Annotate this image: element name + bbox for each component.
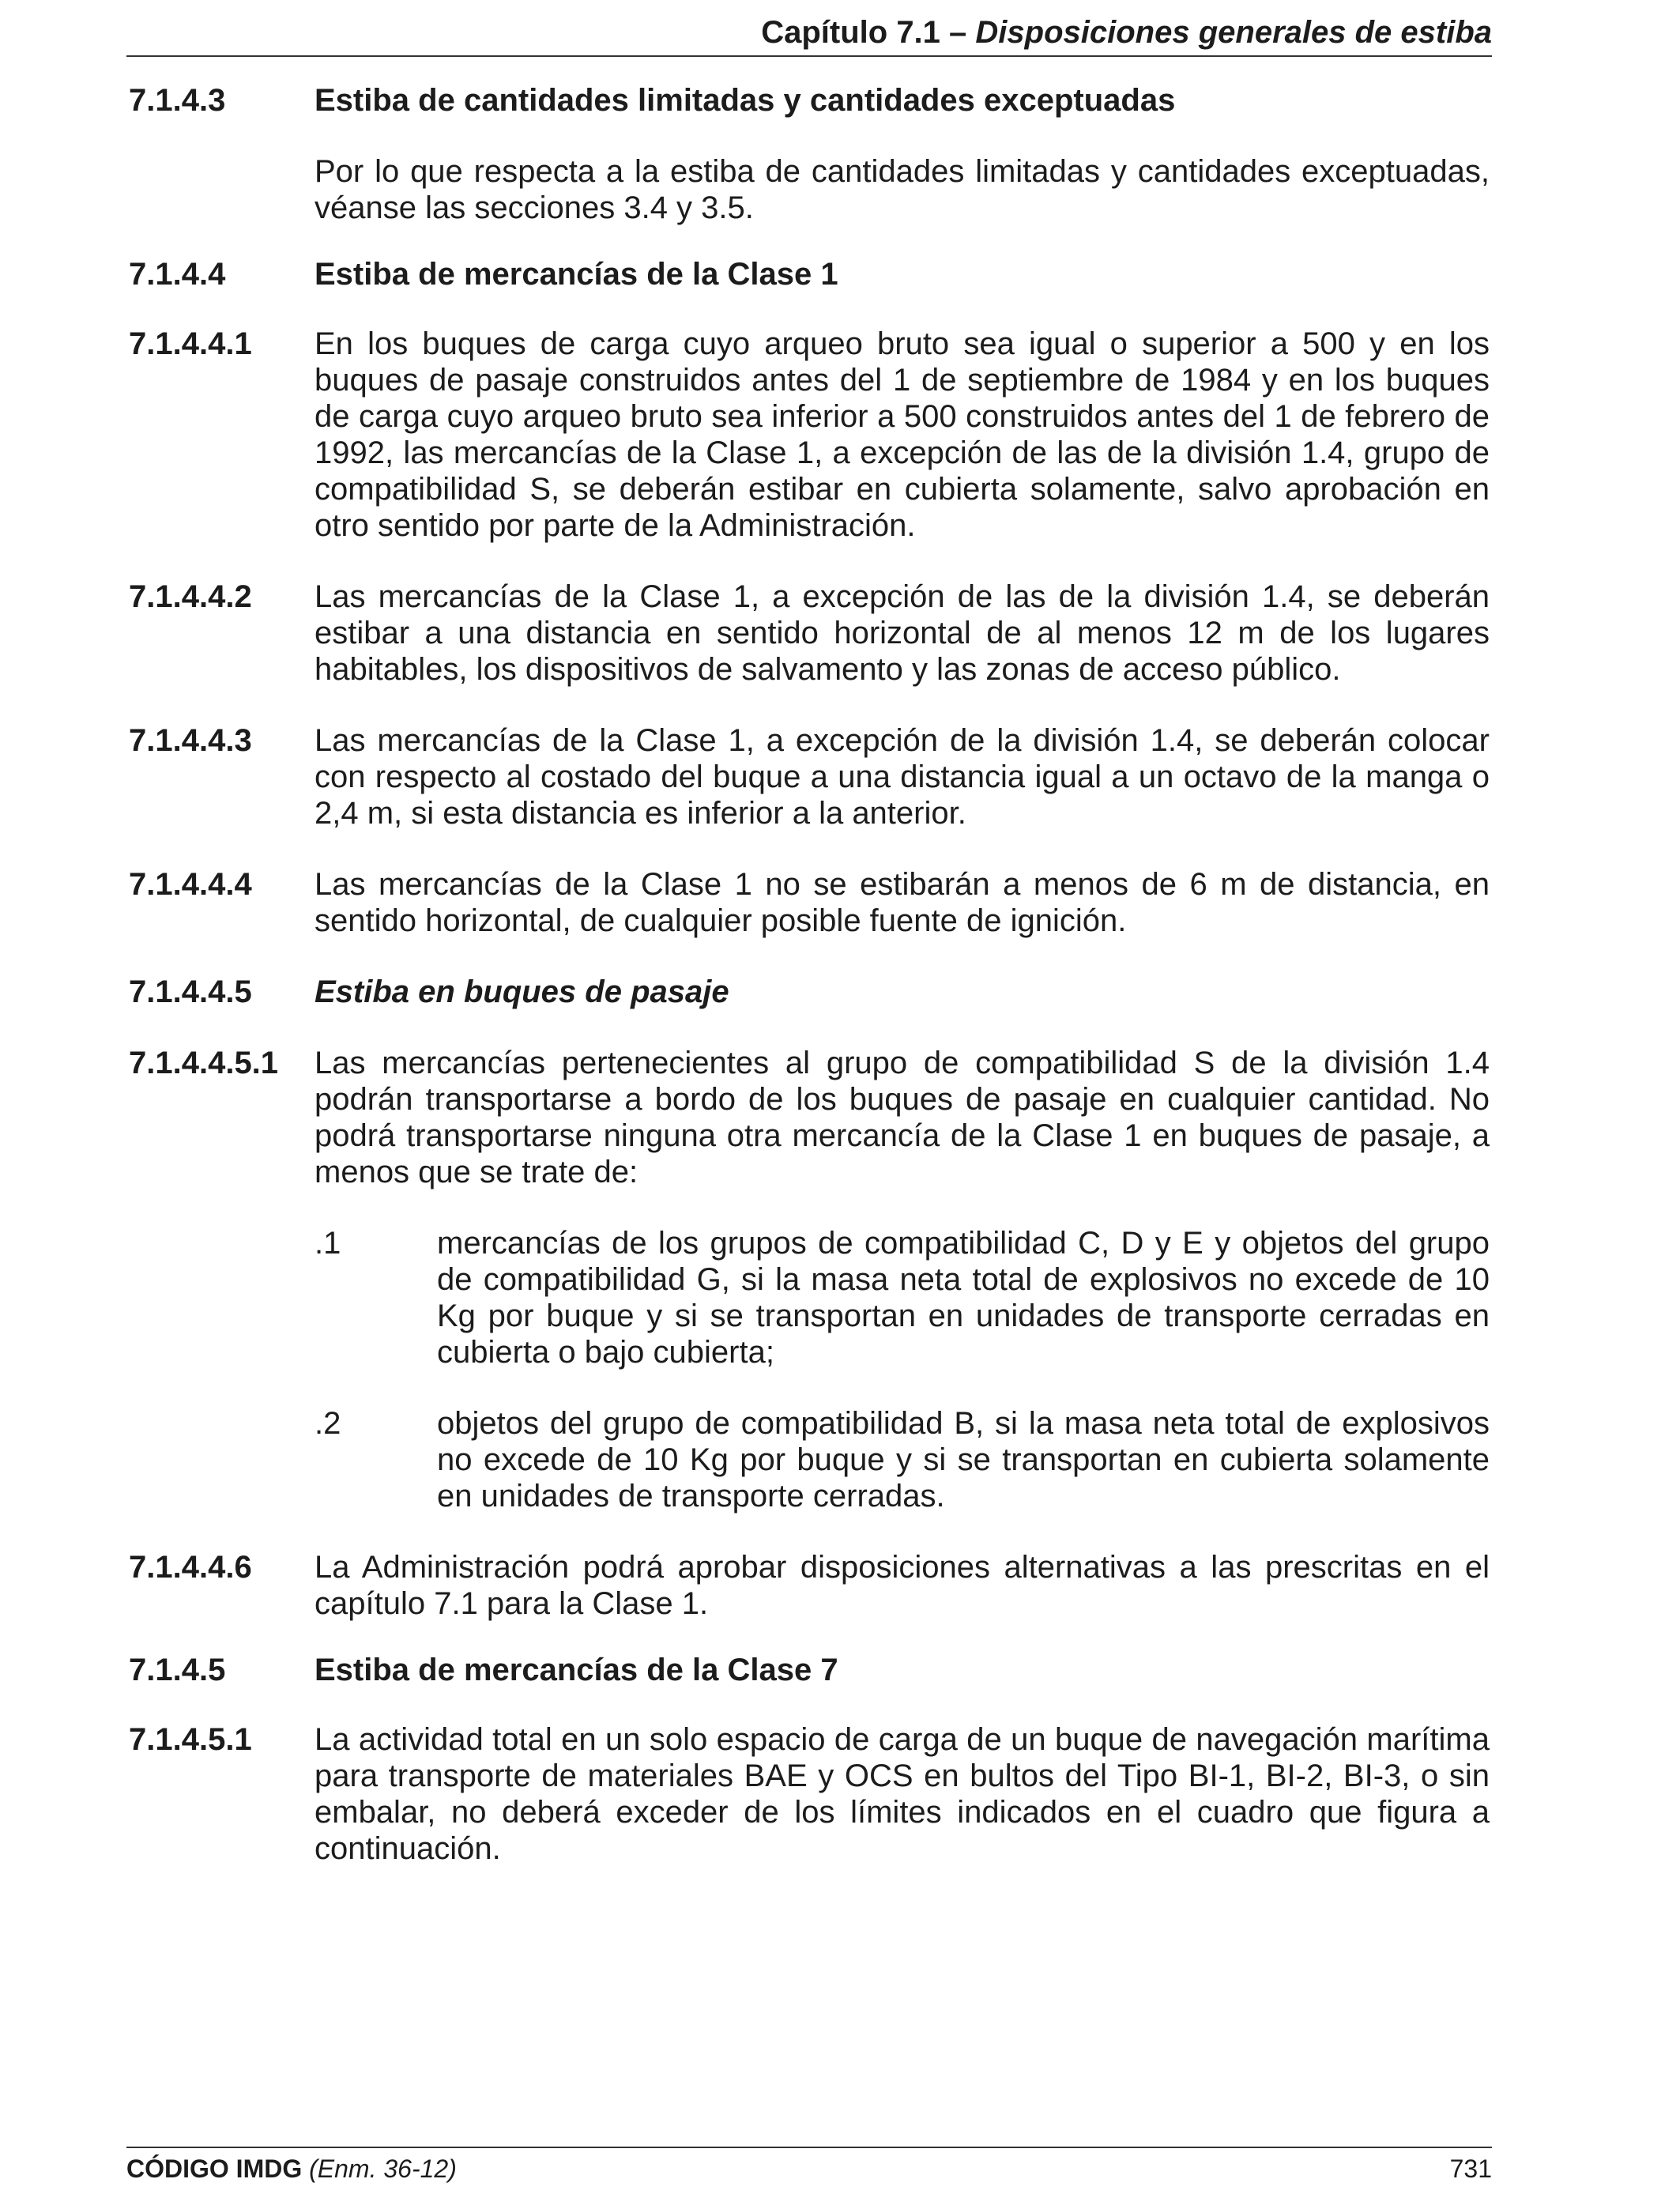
section-number: 7.1.4.4.4 [129, 867, 252, 902]
section-7-1-4-4-6 [129, 1549, 1490, 1622]
list-item-label: .1 [315, 1226, 341, 1261]
section-7-1-4-5-1 [129, 1721, 1490, 1867]
section-7-1-4-4-2 [129, 579, 1490, 688]
paragraph [129, 153, 1490, 226]
section-number: 7.1.4.3 [129, 83, 226, 118]
section-7-1-4-4-5 [129, 974, 1490, 1010]
chapter-title: Disposiciones generales de estiba [975, 15, 1492, 50]
section-7-1-4-3 [129, 82, 1490, 119]
footer-code: CÓDIGO IMDG [126, 2154, 303, 2183]
paragraph-text: Las mercancías pertenecientes al grupo de compatibilidad S de la división 1.4 podrán transportarse a bordo de los buques de pasaje en cualquier cantidad. No podrá transportarse ninguna otra mercancía de la Clase 1 en buques de pasaje, a menos que se trate de: [315, 1046, 1490, 1189]
list-item [315, 1405, 1490, 1514]
section-number: 7.1.4.4.5.1 [129, 1046, 279, 1080]
page-footer [126, 2147, 1492, 2185]
section-heading: Estiba en buques de pasaje [315, 974, 729, 1009]
list-item-text: objetos del grupo de compatibilidad B, si la masa neta total de explosivos no excede de 10 Kg por buque y si se transportan en cubierta solamente en unidades de transporte cerradas. [437, 1406, 1490, 1514]
page-header [126, 8, 1492, 57]
section-7-1-4-4 [129, 256, 1490, 292]
section-7-1-4-4-4 [129, 866, 1490, 939]
list-item-label: .2 [315, 1406, 341, 1441]
list-item [315, 1225, 1490, 1370]
section-7-1-4-4-1 [129, 326, 1490, 544]
section-7-1-4-4-5-1 [129, 1045, 1490, 1190]
paragraph-text: Las mercancías de la Clase 1, a excepción de las de la división 1.4, se deberán estibar a una distancia en sentido horizontal de al menos 12 m de los lugares habitables, los dispositivos de salvamento y las zonas de acceso público. [315, 579, 1490, 687]
footer-publication [126, 2153, 457, 2185]
paragraph-text: Las mercancías de la Clase 1 no se estibarán a menos de 6 m de distancia, en sentido horizontal, de cualquier posible fuente de ignición. [315, 867, 1490, 938]
section-number: 7.1.4.4.1 [129, 326, 252, 361]
footer-amendment: (Enm. 36-12) [309, 2154, 457, 2183]
paragraph-text: La Administración podrá aprobar disposiciones alternativas a las prescritas en el capítulo 7.1 para la Clase 1. [315, 1550, 1490, 1621]
section-number: 7.1.4.4.3 [129, 723, 252, 758]
section-number: 7.1.4.4.2 [129, 579, 252, 614]
section-number: 7.1.4.5.1 [129, 1722, 252, 1757]
running-title [761, 15, 1492, 51]
section-7-1-4-4-3 [129, 722, 1490, 831]
section-heading: Estiba de cantidades limitadas y cantidades exceptuadas [315, 83, 1176, 118]
paragraph-text: Por lo que respecta a la estiba de cantidades limitadas y cantidades exceptuadas, véanse las secciones 3.4 y 3.5. [315, 154, 1490, 225]
section-number: 7.1.4.4.5 [129, 974, 252, 1009]
paragraph-text: En los buques de carga cuyo arqueo bruto sea igual o superior a 500 y en los buques de pasaje construidos antes del 1 de septiembre de 1984 y en los buques de carga cuyo arqueo bruto sea inferior a 500 construidos antes del 1 de febrero de 1992, las mercancías de la Clase 1, a excepción de las de la división 1.4, grupo de compatibilidad S, se deberán estibar en cubierta solamente, salvo aprobación en otro sentido por parte de la Administración. [315, 326, 1490, 543]
section-number: 7.1.4.4.6 [129, 1550, 252, 1585]
list-item-text: mercancías de los grupos de compatibilidad C, D y E y objetos del grupo de compatibilidad G, si la masa neta total de explosivos no excede de 10 Kg por buque y si se transportan en unidades de transporte cerradas en cubierta o bajo cubierta; [437, 1226, 1490, 1370]
paragraph-text: La actividad total en un solo espacio de carga de un buque de navegación marítima para transporte de materiales BAE y OCS en bultos del Tipo BI-1, BI-2, BI-3, o sin embalar, no deberá exceder de los límites indicados en el cuadro que figura a continuación. [315, 1722, 1490, 1866]
paragraph-text: Las mercancías de la Clase 1, a excepción de la división 1.4, se deberán colocar con respecto al costado del buque a una distancia igual a un octavo de la manga o 2,4 m, si esta distancia es inferior a la anterior. [315, 723, 1490, 831]
section-heading: Estiba de mercancías de la Clase 1 [315, 257, 838, 292]
page-number: 731 [1449, 2154, 1492, 2183]
chapter-number: Capítulo 7.1 – [761, 15, 967, 50]
section-heading: Estiba de mercancías de la Clase 7 [315, 1653, 838, 1687]
section-number: 7.1.4.5 [129, 1653, 226, 1687]
section-number: 7.1.4.4 [129, 257, 226, 292]
page-body [129, 82, 1490, 1867]
section-7-1-4-5 [129, 1652, 1490, 1688]
